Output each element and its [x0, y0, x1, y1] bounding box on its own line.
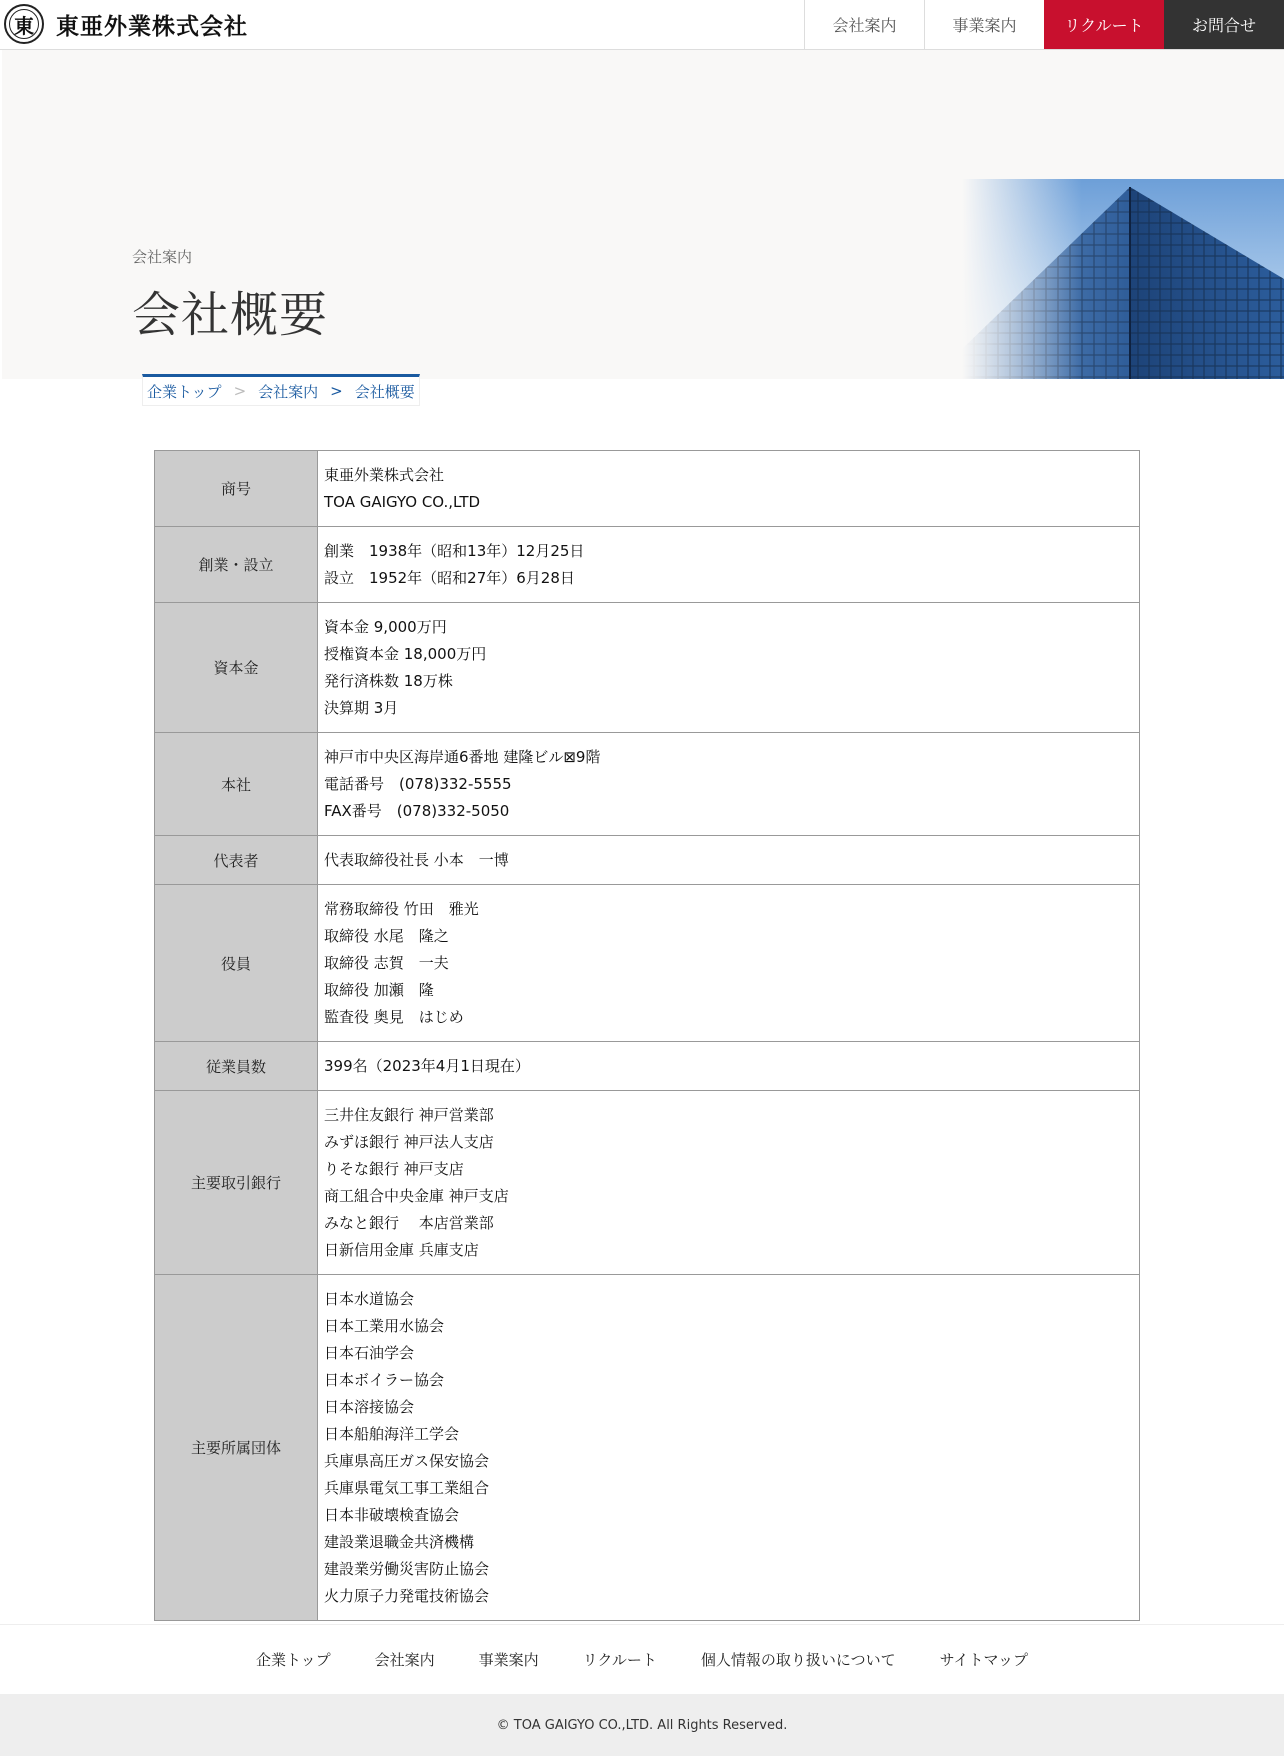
value-line: 常務取締役 竹田 雅光 — [324, 900, 479, 918]
nav-company-info[interactable]: 会社案内 — [804, 0, 924, 49]
value-line: 日本工業用水協会 — [324, 1317, 445, 1335]
footer-link-recruit[interactable]: リクルート — [582, 1651, 657, 1669]
value-line: みずほ銀行 神戸法人支店 — [324, 1133, 494, 1151]
value-line: 電話番号 (078)332-5555 — [324, 775, 512, 793]
value-line: 設立 1952年（昭和27年）6月28日 — [324, 569, 575, 587]
value-line: 神戸市中央区海岸通6番地 建隆ビル⊠9階 — [324, 748, 601, 766]
value-line: 発行済株数 18万株 — [324, 672, 453, 690]
value-line: 兵庫県高圧ガス保安協会 — [324, 1452, 490, 1470]
row-label: 主要所属団体 — [155, 1275, 318, 1621]
value-line: みなと銀行 本店営業部 — [324, 1214, 494, 1232]
footer-nav — [0, 1624, 1284, 1694]
value-line: 東亜外業株式会社 — [324, 466, 445, 484]
table-row — [155, 1091, 1140, 1275]
row-value — [318, 733, 1140, 836]
value-line: りそな銀行 神戸支店 — [324, 1160, 464, 1178]
value-line: 日本ボイラー協会 — [324, 1371, 445, 1389]
value-line: 資本金 9,000万円 — [324, 618, 447, 636]
page-category: 会社案内 — [132, 248, 193, 266]
value-line: 日本非破壊検査協会 — [324, 1506, 460, 1524]
value-line: 火力原子力発電技術協会 — [324, 1587, 490, 1605]
row-value — [318, 1042, 1140, 1091]
footer-link-company-info[interactable]: 会社案内 — [374, 1651, 435, 1669]
footer-link-sitemap[interactable]: サイトマップ — [939, 1651, 1028, 1669]
table-row — [155, 1275, 1140, 1621]
row-label: 代表者 — [155, 836, 318, 885]
value-line: 授権資本金 18,000万円 — [324, 645, 487, 663]
nav-contact[interactable]: お問合せ — [1164, 0, 1284, 49]
value-line: 日本溶接協会 — [324, 1398, 415, 1416]
row-value — [318, 603, 1140, 733]
row-label: 創業・設立 — [155, 527, 318, 603]
table-row — [155, 527, 1140, 603]
site-header — [0, 0, 1284, 50]
value-line: FAX番号 (078)332-5050 — [324, 802, 510, 820]
table-row — [155, 1042, 1140, 1091]
value-line: 日本水道協会 — [324, 1290, 415, 1308]
breadcrumb-current[interactable]: 会社概要 — [354, 382, 415, 401]
company-logo[interactable] — [4, 2, 248, 46]
value-line: 三井住友銀行 神戸営業部 — [324, 1106, 494, 1124]
table-row — [155, 836, 1140, 885]
table-row — [155, 733, 1140, 836]
row-label: 主要取引銀行 — [155, 1091, 318, 1275]
global-nav — [804, 0, 1284, 49]
value-line: 取締役 志賀 一夫 — [324, 954, 449, 972]
value-line: 取締役 加瀬 隆 — [324, 981, 434, 999]
value-line: 決算期 3月 — [324, 699, 399, 717]
row-value — [318, 527, 1140, 603]
footer-link-business-info[interactable]: 事業案内 — [478, 1651, 539, 1669]
row-label: 資本金 — [155, 603, 318, 733]
footer-link-privacy[interactable]: 個人情報の取り扱いについて — [700, 1651, 896, 1669]
breadcrumb — [142, 374, 420, 406]
value-line: 商工組合中央金庫 神戸支店 — [324, 1187, 509, 1205]
row-value — [318, 836, 1140, 885]
glass-office-building-image — [962, 179, 1284, 379]
breadcrumb-company-info[interactable]: 会社案内 — [258, 382, 319, 401]
page-hero — [2, 50, 1284, 379]
breadcrumb-separator: > — [330, 382, 343, 400]
value-line: 兵庫県電気工事工業組合 — [324, 1479, 490, 1497]
row-label: 従業員数 — [155, 1042, 318, 1091]
value-line: TOA GAIGYO CO.,LTD — [324, 493, 481, 511]
row-label: 役員 — [155, 885, 318, 1042]
value-line: 監査役 奥見 はじめ — [324, 1008, 464, 1026]
value-line: 日新信用金庫 兵庫支店 — [324, 1241, 479, 1259]
company-overview-table — [154, 450, 1140, 1621]
row-label: 本社 — [155, 733, 318, 836]
value-line: 代表取締役社長 小本 一博 — [324, 851, 509, 869]
table-row — [155, 603, 1140, 733]
row-value — [318, 1091, 1140, 1275]
nav-business-info[interactable]: 事業案内 — [924, 0, 1044, 49]
row-value — [318, 1275, 1140, 1621]
value-line: 創業 1938年（昭和13年）12月25日 — [324, 542, 585, 560]
table-row — [155, 885, 1140, 1042]
page-title: 会社概要 — [132, 287, 329, 343]
value-line: 日本船舶海洋工学会 — [324, 1425, 460, 1443]
company-seal-icon: 東 — [4, 4, 44, 44]
value-line: 建設業退職金共済機構 — [324, 1533, 475, 1551]
company-name: 東亜外業株式会社 — [56, 13, 248, 40]
value-line: 取締役 水尾 隆之 — [324, 927, 449, 945]
value-line: 399名（2023年4月1日現在） — [324, 1057, 530, 1075]
nav-recruit[interactable]: リクルート — [1044, 0, 1164, 49]
row-value — [318, 451, 1140, 527]
value-line: 日本石油学会 — [324, 1344, 415, 1362]
breadcrumb-separator: > — [233, 382, 247, 400]
value-line: 建設業労働災害防止協会 — [324, 1560, 490, 1578]
copyright: © TOA GAIGYO CO.,LTD. All Rights Reserved. — [0, 1694, 1284, 1756]
row-label: 商号 — [155, 451, 318, 527]
row-value — [318, 885, 1140, 1042]
footer-link-home[interactable]: 企業トップ — [256, 1651, 331, 1669]
breadcrumb-home[interactable]: 企業トップ — [147, 382, 222, 401]
table-row — [155, 451, 1140, 527]
